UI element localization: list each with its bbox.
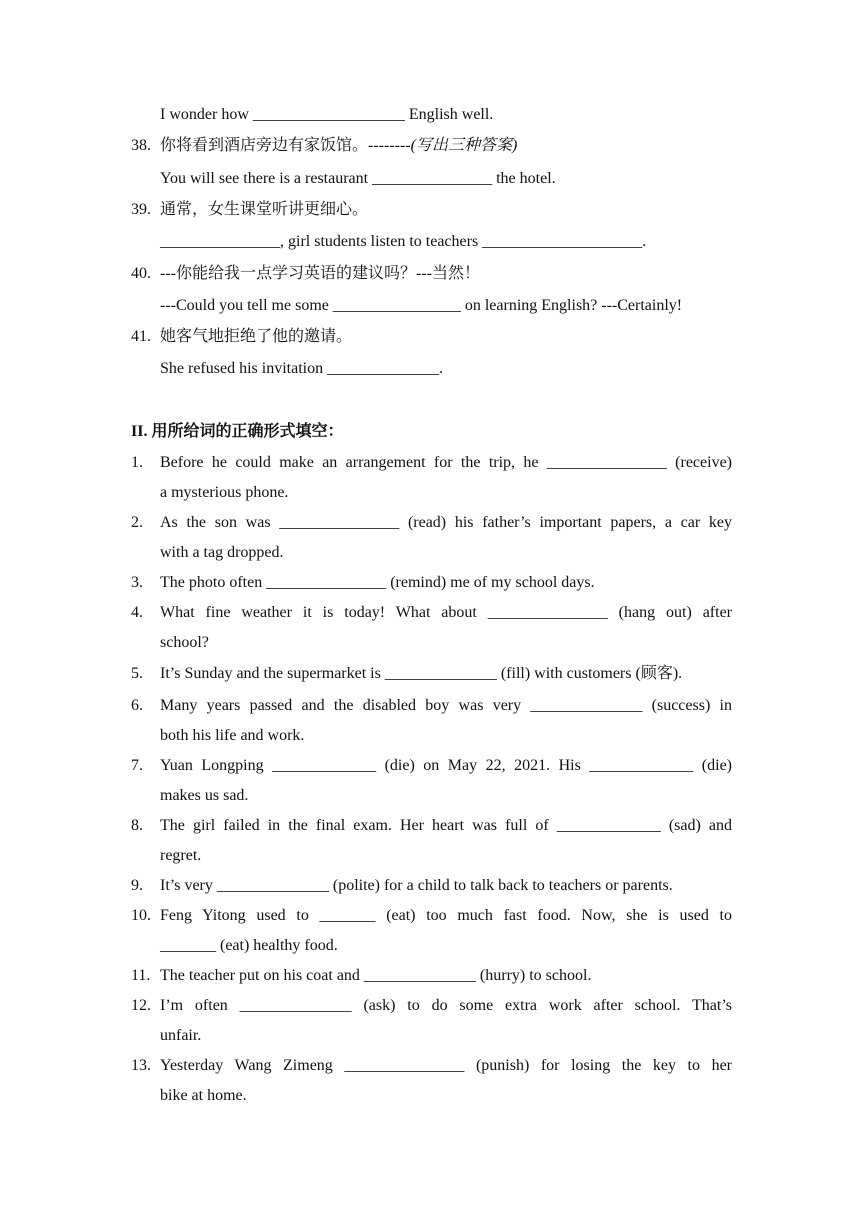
item-line: bike at home. (160, 1087, 247, 1104)
item-number: 1. (131, 454, 143, 471)
item-line: The teacher put on his coat and ______________ (hurry) to school. (160, 967, 592, 984)
section-heading: II. 用所给词的正确形式填空： (131, 423, 344, 440)
item-chinese: 她客气地拒绝了他的邀请。 (160, 328, 353, 345)
item-number: 11. (131, 967, 151, 984)
chinese-note: (写出三种答案) (410, 137, 518, 154)
item-line: As the son was _______________ (read) his father’s important papers, a car key (160, 514, 732, 531)
item-line: The photo often _______________ (remind) me of my school days. (160, 574, 595, 591)
item-chinese: 通常，女生课堂听讲更细心。 (160, 201, 369, 218)
item-chinese (160, 136, 517, 156)
prev-item-english: I wonder how ___________________ English well. (160, 106, 494, 123)
item-number: 6. (131, 697, 143, 714)
item-number: 41. (131, 328, 151, 345)
item-line: I’m often ______________ (ask) to do some extra work after school. That’s (160, 997, 732, 1014)
item-line: It’s Sunday and the supermarket is ______________ (fill) with customers (顾客). (160, 665, 683, 682)
item-english: You will see there is a restaurant _______________ the hotel. (160, 170, 556, 187)
item-english: _______________, girl students listen to teachers ____________________. (160, 233, 647, 250)
item-english: She refused his invitation ______________. (160, 360, 444, 377)
item-number: 9. (131, 877, 143, 894)
item-line: unfair. (160, 1027, 202, 1044)
item-line: Feng Yitong used to _______ (eat) too much fast food. Now, she is used to (160, 907, 732, 924)
chinese-sentence: 你将看到酒店旁边有家饭馆。-------- (160, 137, 411, 154)
item-number: 39. (131, 201, 151, 218)
item-number: 10. (131, 907, 151, 924)
item-english: ---Could you tell me some ________________ on learning English? ---Certainly! (160, 297, 683, 314)
item-line: Yuan Longping _____________ (die) on May 22, 2021. His _____________ (die) (160, 757, 732, 774)
item-line: both his life and work. (160, 727, 305, 744)
item-line: Yesterday Wang Zimeng _______________ (punish) for losing the key to her (160, 1057, 732, 1074)
item-number: 3. (131, 574, 143, 591)
item-line: It’s very ______________ (polite) for a child to talk back to teachers or parents. (160, 877, 673, 894)
item-number: 8. (131, 817, 143, 834)
item-line: What fine weather it is today! What about _______________ (hang out) after (160, 604, 732, 621)
item-number: 12. (131, 997, 151, 1014)
item-number: 38. (131, 137, 151, 154)
item-line: school? (160, 634, 209, 651)
item-line: regret. (160, 847, 202, 864)
item-number: 2. (131, 514, 143, 531)
item-number: 5. (131, 665, 143, 682)
item-line: a mysterious phone. (160, 484, 289, 501)
item-line: Before he could make an arrangement for the trip, he _______________ (receive) (160, 454, 732, 471)
item-number: 7. (131, 757, 143, 774)
item-line: makes us sad. (160, 787, 249, 804)
item-number: 4. (131, 604, 143, 621)
item-line: The girl failed in the final exam. Her heart was full of _____________ (sad) and (160, 817, 732, 834)
item-chinese: ---你能给我一点学习英语的建议吗？---当然！ (160, 265, 480, 282)
item-number: 40. (131, 265, 151, 282)
item-line: with a tag dropped. (160, 544, 284, 561)
item-line: _______ (eat) healthy food. (160, 937, 338, 954)
item-number: 13. (131, 1057, 151, 1074)
item-line: Many years passed and the disabled boy was very ______________ (success) in (160, 697, 732, 714)
